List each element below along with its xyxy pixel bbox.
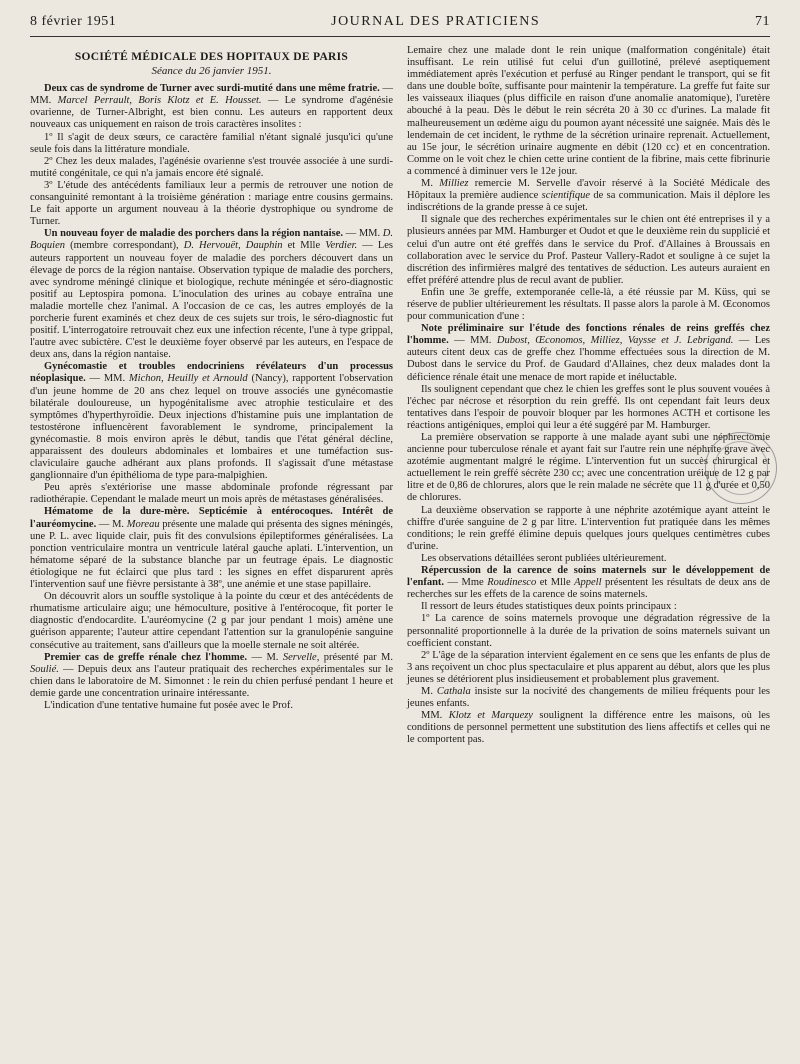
note-paragraph-2: Ils soulignent cependant que chez le chien les greffes sont le plus souvent vouées à l'échec par nécrose et résorption du rein greffé. Ils ont cependant fait leurs deux tentatives dans l'espoir de pouvoir bloquer par les hormones ACTH et cortisone les réactions antigéniques, emploi qui leur a été suggéré par M. Hamburger. — [407, 383, 770, 431]
carence-paragraph — [407, 565, 770, 601]
turner-title: Deux cas de syndrome de Turner avec surdi-mutité dans une même fratrie. — [44, 83, 380, 95]
klotz-mm: MM. — [421, 710, 443, 722]
porchers-text: — Les auteurs rapportent un nouveau foyer de maladie des porchers découvert dans un élevage de porcs de la région nantaise. Observation typique de maladie des porchers, avec syndrome méningé clinique et biologique, rechute méningée et séro-diagnostic positif au Leptospira pomona. L'inoculation des urines au cobaye entraîna une maladie mortelle chez l'animal. A l'occasion de ce cas, les autres employés de la porcherie furent examinés et chez deux de ces sujets sur trois, le séro-diagnostic fut positif. L'interrogatoire retrouvait chez eux une infection récente, l'une à type grippal, l'autre avec subictère. C'est le deuxième foyer observé par les auteurs, en l'espace de deux ans, dans la région nantaise. — [30, 240, 394, 361]
note-text: — Les auteurs citent deux cas de greffe chez l'homme effectuées sous la direction de M. Dubost dans le service du Prof. de Gaudard d'Allaines, chez deux malades dont la déficience rénale était une menace de mort rapide et inéluctable. — [407, 335, 770, 383]
library-stamp — [705, 432, 777, 504]
gyneco-authors: Michon, Heuilly et Arnould — [128, 373, 248, 385]
klotz-names: Klotz et Marquezy — [448, 710, 533, 722]
greffe-paragraph — [30, 652, 393, 700]
note-mm: — MM. — [454, 335, 492, 347]
milliez-text: remercie M. Servelle d'avoir réservé à la Société Médicale des Hôpitaux la première audience — [407, 178, 771, 202]
gyneco-paragraph — [30, 361, 393, 482]
cathala-text: insiste sur la nocivité des changements de milieu fréquents pour les jeunes enfants. — [407, 685, 771, 710]
porchers-authors3: Verdier. — [325, 240, 358, 252]
greffe-author2: Soulié. — [30, 663, 59, 675]
hematome-paragraph-2: On découvrit alors un souffle systolique à la pointe du cœur et des antécédents de rhumatisme articulaire aigu; une hémoculture, positive à l'entérocoque, fit porter le diagnostic d'endocardite. L'auréomycine (2 g par jour pendant 1 mois) amène une guérison apparente; l'auteur attire cependant l'attention sur la granulopénie sanguine consécutive au traitement, sans d'ailleurs que la moelle sternale ne soit altérée. — [30, 591, 393, 651]
note-paragraph-4: La deuxième observation se rapporte à une néphrite azotémique ayant atteint le chiffre d'urée sanguine de 2 g par litre. L'intervention fut pratiquée dans les mêmes conditions; le rein greffé élimine depuis quelques jours quelques centimètres cubes d'urine. — [407, 504, 770, 552]
porchers-mm: — MM. — [345, 228, 381, 240]
carence-point-1: 1º La carence de soins maternels provoque une dégradation régressive de la personnalité proportionnelle à la durée de la privation de soins maternels suivant un coefficient constant. — [407, 613, 770, 649]
hematome-m: — M. — [98, 518, 125, 530]
note-paragraph-5: Les observations détaillées seront publiées ultérieurement. — [421, 552, 667, 564]
turner-text: — Le syndrome d'agénésie ovarienne, de Turner-Albright, est bien connu. Les auteurs en rapportent deux nouveaux cas uniquement en raison de trois caractères insolites : — [30, 95, 393, 131]
hematome-title: Hématome de la dure-mère. Septicémie à entérocoques. Intérêt de l'auréomycine. — [30, 506, 393, 530]
session-date: Séance du 26 janvier 1951. — [151, 65, 272, 78]
note-paragraph-3: La première observation se rapporte à une malade ayant subi une néphrectomie ancienne pour tuberculose rénale et ayant fait sur l'autre rein une néphrite grave avec azotémie augmentant malgré le régime. L'intervention fut un succès chirurgical et actuellement le rein greffé sécrète 230 cc; avec une concentration uréique de 12 g par litre et de 0,86 de chlorures, alors que le rein malade ne sécrète que 11 g d'urée et 0,50 de chlorures. — [407, 432, 770, 504]
hematome-paragraph — [30, 506, 393, 591]
milliez-name: Milliez — [439, 178, 469, 190]
gyneco-title: Gynécomastie et troubles endocriniens révélateurs d'un processus néoplasique. — [30, 361, 393, 385]
klotz-paragraph — [407, 710, 770, 746]
hematome-text: présente une malade qui présenta des signes méningés, une P. L. avec liquide clair, puis fit des convulsions épileptiformes généralisées. La ponction ventriculaire montra un ventricule latéral gauche aplati. L'intervention, un hématome séparé de la substance blanche par un feutrage épais. Le diagnostic étiologique ne fut éclairci que plus tard : les signes en effet disparurent après l'intervention sauf une fièvre persistante à 38º, une anémie et une stase papillaire. — [30, 518, 394, 591]
milliez-m: M. — [421, 178, 433, 190]
note-paragraph — [407, 323, 770, 383]
carence-point-2: 2º L'âge de la séparation intervient également en ce sens que les enfants de plus de 3 ans reçoivent un choc plus spectaculaire et plus apparent au début, alors que les plus jeunes se détériorent plus insidieusement et probablement plus gravement. — [407, 649, 770, 685]
carence-title: Répercussion de la carence de soins maternels sur le développement de l'enfant. — [407, 565, 770, 589]
journal-title: JOURNAL DES PRATICIENS — [331, 14, 541, 29]
cathala-m: M. — [421, 685, 433, 697]
carence-mme: — Mme — [447, 577, 484, 589]
page-number: 71 — [755, 14, 770, 29]
gyneco-mm: — MM. — [89, 373, 126, 385]
milliez-scientifique: scientifique — [541, 190, 591, 202]
greffe-mid: présenté par M. — [323, 651, 394, 663]
page-header — [30, 14, 770, 30]
kuss-paragraph: Enfin une 3e greffe, extemporanée celle-là, a été réussie par M. Küss, qui se réserve de publier ultérieurement les résultats. Il passe alors la parole à M. Œconomos pour communication d'une : — [407, 286, 770, 323]
right-column — [407, 45, 770, 746]
left-column — [30, 45, 393, 746]
porchers-authors2: D. Hervouët, Dauphin — [183, 240, 283, 252]
carence-author2: Appell — [574, 577, 602, 589]
carence-paragraph-2: Il ressort de leurs études statistiques deux points principaux : — [421, 601, 677, 613]
greffe-author: Servelle, — [282, 651, 320, 663]
porchers-role: (membre correspondant), — [70, 240, 179, 252]
carence-text: présentent les résultats de deux ans de recherches sur les effets de la carence de soins maternels. — [407, 577, 771, 601]
hematome-author: Moreau — [126, 518, 160, 530]
article-columns — [30, 45, 770, 746]
library-stamp-inner — [714, 441, 768, 495]
turner-authors: Marcel Perrault, Boris Klotz et E. Housset. — [57, 95, 262, 107]
greffe-paragraph-2: L'indication d'une tentative humaine fut posée avec le Prof. — [44, 699, 293, 711]
greffe-continued: Lemaire chez une malade dont le rein unique (malformation congénitale) était insuffisant. Le rein utilisé fut celui d'un guillotiné, prélevé aseptiquement immédiatement après l'exécution et perfusé au Ringer pendant le transport, qui se fit dans une double boîte, suffisante pour maintenir la température. La greffe fut faite sur les vaisseaux iliaques (plus difficile en raison d'une anomalie anatomique), l'uretère abouché à la peau. Dès le début le rein sécréta 20 à 30 cc d'urines. La malade fit malheureusement un œdème aigu du poumon ayant nécessité une saignée. Mais dès le lendemain de cet incident, le rythme de la sécrétion urinaire reprenait. Actuellement, au 15e jour, le sécrétion urinaire augmente en débit (120 cc) et en concentration. Comme on le voit chez le chien cette urine contient de la fibrine, mais cette fibrinurie a commencé à diminuer vers le 12e jour. — [407, 45, 770, 177]
turner-paragraph — [30, 83, 393, 131]
porchers-mlle: et Mlle — [287, 240, 321, 252]
note-title: Note préliminaire sur l'étude des fonctions rénales de reins greffés chez l'homme. — [407, 323, 770, 347]
turner-mm: — MM. — [30, 83, 394, 107]
greffe-text: — Depuis deux ans l'auteur pratiquait des recherches expérimentales sur le chien dans le laboratoire de M. Simonnet : le rein du chien perfusé pendant 1 heure et demie garde une concentration urinaire intéressante. — [30, 663, 393, 699]
recherches-paragraph: Il signale que des recherches expérimentales sur le chien ont été entreprises il y a plusieurs années par MM. Hamburger et Oudot et que le deuxième rein du supplicié et celui d'un autre ont été greffés dans le service du Prof. d'Allaines à Broussais en collaboration avec le service du Prof. Pasteur Vallery-Radot et souligne à ce sujet la discrétion des infirmières malgré des tentatives de séduction. Les auteurs auraient en effet préféré attendre plus de recul avant de publier. — [407, 214, 770, 286]
header-rule — [30, 36, 770, 37]
issue-date: 8 février 1951 — [30, 14, 117, 29]
porchers-title: Un nouveau foyer de maladie des porchers dans la région nantaise. — [44, 228, 343, 240]
porchers-author: D. Boquien — [30, 228, 394, 252]
gyneco-text: (Nancy), rapportent l'observation d'un jeune homme de 20 ans chez lequel on trouve associés une gynécomastie bilatérale douloureuse, un hypogénitalisme avec atrophie testiculaire et des symptômes d'hyperthyroïdie. Deux injections d'histamine puis une implantation de testostérone influencèrent favorablement le syndrome, principalement la gynécomastie. 8 mois environ après le début, tandis que l'état général décline, apparaissent des douleurs abdominales et lombaires et une tuméfaction sus-claviculaire gauche adhérant aux plans profonds. Il s'agissait d'une métastase ganglionnaire d'un épithélioma de type para-malpighien. — [30, 373, 394, 482]
milliez-paragraph — [407, 178, 770, 214]
cathala-paragraph — [407, 686, 770, 710]
greffe-m: — M. — [251, 651, 279, 663]
carence-mlle: et Mlle — [539, 577, 571, 589]
greffe-title: Premier cas de greffe rénale chez l'homme. — [44, 651, 248, 663]
gyneco-paragraph-2: Peu après s'extériorise une masse abdominale profonde régressant par radiothérapie. Cependant le malade meurt un mois après de métastases généralisées. — [30, 482, 393, 506]
carence-author1: Roudinesco — [487, 577, 537, 589]
society-title: SOCIÉTÉ MÉDICALE DES HOPITAUX DE PARIS — [74, 51, 349, 63]
turner-point-1: 1º Il s'agit de deux sœurs, ce caractère familial n'étant signalé jusqu'ici qu'une seule fois dans la littérature mondiale. — [30, 131, 393, 155]
turner-point-2: 2º Chez les deux malades, l'agénésie ovarienne s'est trouvée associée à une surdi-mutité congénitale, ce qui n'a jamais encore été signalé. — [30, 155, 393, 179]
klotz-text: soulignent la différence entre les maisons, où les conditions de personnel permettent une substitution des liens affectifs et celles qui ne le comportent pas. — [407, 710, 771, 746]
porchers-paragraph — [30, 228, 393, 361]
cathala-name: Cathala — [436, 685, 471, 697]
turner-point-3: 3º L'étude des antécédents familiaux leur a permis de retrouver une notion de consanguinité remontant à la troisième génération : mariage entre cousins germains. Le fait apporte un argument nouveau à la théorie dystrophique ou syndrome de Turner. — [30, 179, 393, 228]
note-authors: Dubost, Œconomos, Milliez, Vaysse et J. Lebrigand. — [496, 335, 734, 347]
milliez-text-2: de sa communication. Mais il déplore les indiscrétions de la grande presse à ce sujet. — [407, 190, 771, 214]
